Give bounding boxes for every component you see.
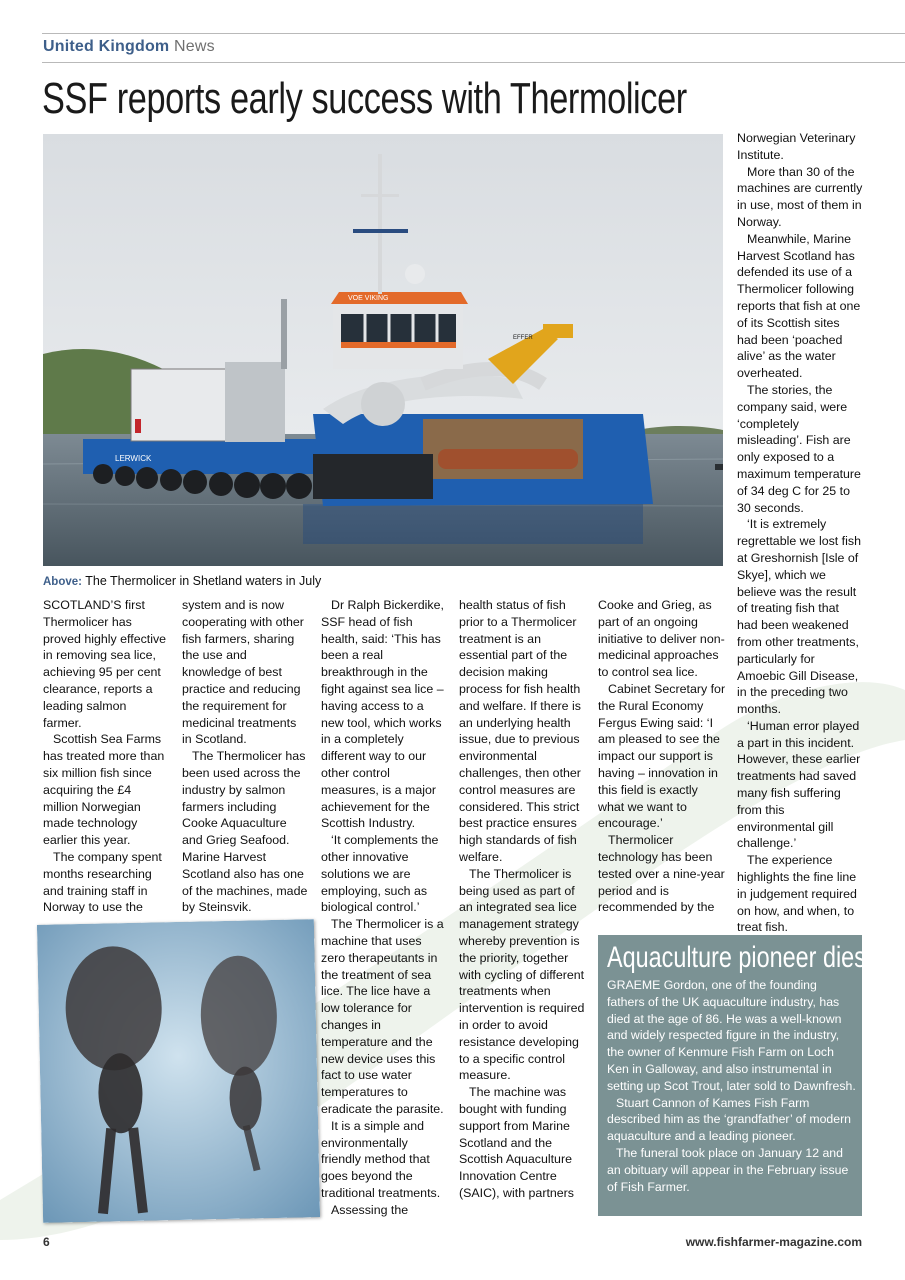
- article-column-3: [321, 597, 446, 1218]
- column-paragraph: The machine was bought with funding support from Marine Scotland and the Scottish Aquaculture Innovation Centre (SAIC), with partners: [459, 1085, 574, 1200]
- sea-lice-photo: [37, 919, 320, 1223]
- column-paragraph: Thermolicer technology has been tested over a nine-year period and is recommended by the: [598, 833, 725, 915]
- bridge-name-text: VOE VIKING: [348, 295, 389, 302]
- hull-name-text: LERWICK: [115, 454, 152, 463]
- column-paragraph: The company spent months researching and training staff in Norway to use the: [43, 849, 162, 915]
- sidebar-box: [598, 935, 866, 1216]
- column-paragraph: It is a simple and environmentally friendly method that goes beyond the traditional treatments.: [321, 1118, 441, 1200]
- caption-label: Above:: [43, 576, 82, 588]
- article-column-1: [43, 597, 168, 916]
- top-rule: [42, 33, 905, 34]
- article-column-6: [737, 130, 863, 936]
- column-paragraph: The stories, the company said, were ‘completely misleading’. Fish are only exposed to a maximum temperature of 34 deg C for 25 to 30 seconds.: [737, 382, 861, 515]
- article-column-5: [598, 597, 726, 916]
- column-paragraph: Norwegian Veterinary Institute.: [737, 131, 856, 162]
- column-paragraph: The Thermolicer is a machine that uses zero therapeutants in the treatment of sea lice. The lice have a low tolerance for changes in temperature and the new device uses this fact to use water temperatures to eradicate the parasite.: [321, 917, 444, 1116]
- column-paragraph: ‘It complements the other innovative solutions we are employing, such as biological control.’: [321, 833, 439, 915]
- sidebar-paragraph: The funeral took place on January 12 and an obituary will appear in the February issue of Fish Farmer.: [607, 1145, 849, 1194]
- column-paragraph: Meanwhile, Marine Harvest Scotland has defended its use of a Thermolicer following reports that fish at one of its Scottish sites had been ‘poached alive’ as the water overheated.: [737, 231, 861, 381]
- crane-brand-text: EFFER: [513, 335, 533, 341]
- section-label-bold: United Kingdom: [43, 38, 170, 55]
- column-paragraph: health status of fish prior to a Thermolicer treatment is an essential part of the decision making process for fish health and welfare. If there is an underlying health issue, due to previous environmental challenges, then other control measures are considered. This strict best practice ensures high standards of fish welfare.: [459, 598, 581, 864]
- column-paragraph: The experience highlights the fine line in judgement required on how, and when, to treat fish.: [737, 853, 857, 935]
- column-paragraph: More than 30 of the machines are currently in use, most of them in Norway.: [737, 164, 863, 229]
- page-title: SSF reports early success with Thermolicer: [42, 74, 687, 123]
- sidebar-body: [607, 977, 857, 1195]
- column-paragraph: Assessing the: [331, 1202, 409, 1217]
- column-paragraph: Scottish Sea Farms has treated more than six million fish since acquiring the £4 million Norwegian made technology earlier this year.: [43, 732, 165, 848]
- article-column-4: [459, 597, 585, 1202]
- column-paragraph: ‘It is extremely regrettable we lost fish at Greshornish [Isle of Skye], which we believe was the result of treating fish that had been weakened from other treatments, particularly for Amoebic Gill Disease, in the preceding two months.: [737, 517, 861, 717]
- section-label-light: News: [174, 38, 215, 55]
- column-paragraph: The Thermolicer has been used across the industry by salmon farmers including Cooke Aquaculture and Grieg Seafood. Marine Harvest Scotland also has one of the machines, made by Steinsvik.: [182, 749, 308, 915]
- header-rule: [42, 62, 905, 63]
- column-paragraph: Cabinet Secretary for the Rural Economy Fergus Ewing said: ‘I am pleased to see the impact our support is having – innovation in this field is exactly what we want to encourage.’: [598, 681, 726, 831]
- boat-photo: [43, 134, 723, 566]
- column-paragraph: Dr Ralph Bickerdike, SSF head of fish health, said: ‘This has been a real breakthrough in the fight against sea lice – having access to a new tool, which works in a completely different way to our other control measures, is a major achievement for the Scottish Industry.: [321, 598, 444, 831]
- column-paragraph: system and is now cooperating with other fish farmers, sharing the use and knowledge of best practice and reducing the requirement for medicinal treatments in Scotland.: [182, 598, 304, 747]
- caption-text: The Thermolicer in Shetland waters in July: [85, 574, 322, 588]
- sidebar-paragraph: Stuart Cannon of Kames Fish Farm described him as the ‘grandfather’ of modern aquaculture and a leading pioneer.: [607, 1095, 852, 1144]
- footer-url[interactable]: www.fishfarmer-magazine.com: [685, 1235, 862, 1249]
- column-paragraph: SCOTLAND’S first Thermolicer has proved highly effective in removing sea lice, achieving 95 per cent clearance, reports a leading salmon farmer.: [43, 598, 167, 730]
- column-paragraph: ‘Human error played a part in this incident. However, these earlier treatments had saved many fish suffering from this environmental gill challenge.’: [737, 718, 861, 851]
- page-number: 6: [43, 1235, 50, 1249]
- article-column-2: [182, 597, 309, 916]
- photo-caption: [43, 574, 321, 588]
- column-paragraph: Cooke and Grieg, as part of an ongoing initiative to deliver non-medicinal approaches to control sea lice.: [598, 598, 725, 680]
- sidebar-title: Aquaculture pioneer dies: [607, 941, 866, 974]
- sidebar-paragraph: GRAEME Gordon, one of the founding fathers of the UK aquaculture industry, has died at the age of 86. He was a well-known and widely respected figure in the industry, the owner of Kenmure Fish Farm on Loch Ken in Galloway, and also instrumental in setting up Scot Trout, later sold to Dawnfresh.: [607, 978, 856, 1093]
- column-paragraph: The Thermolicer is being used as part of an integrated sea lice management strategy whereby prevention is the priority, together with cycling of different treatments when intervention is required in order to avoid resistance developing to a specific control measure.: [459, 866, 585, 1083]
- section-label: [43, 38, 215, 56]
